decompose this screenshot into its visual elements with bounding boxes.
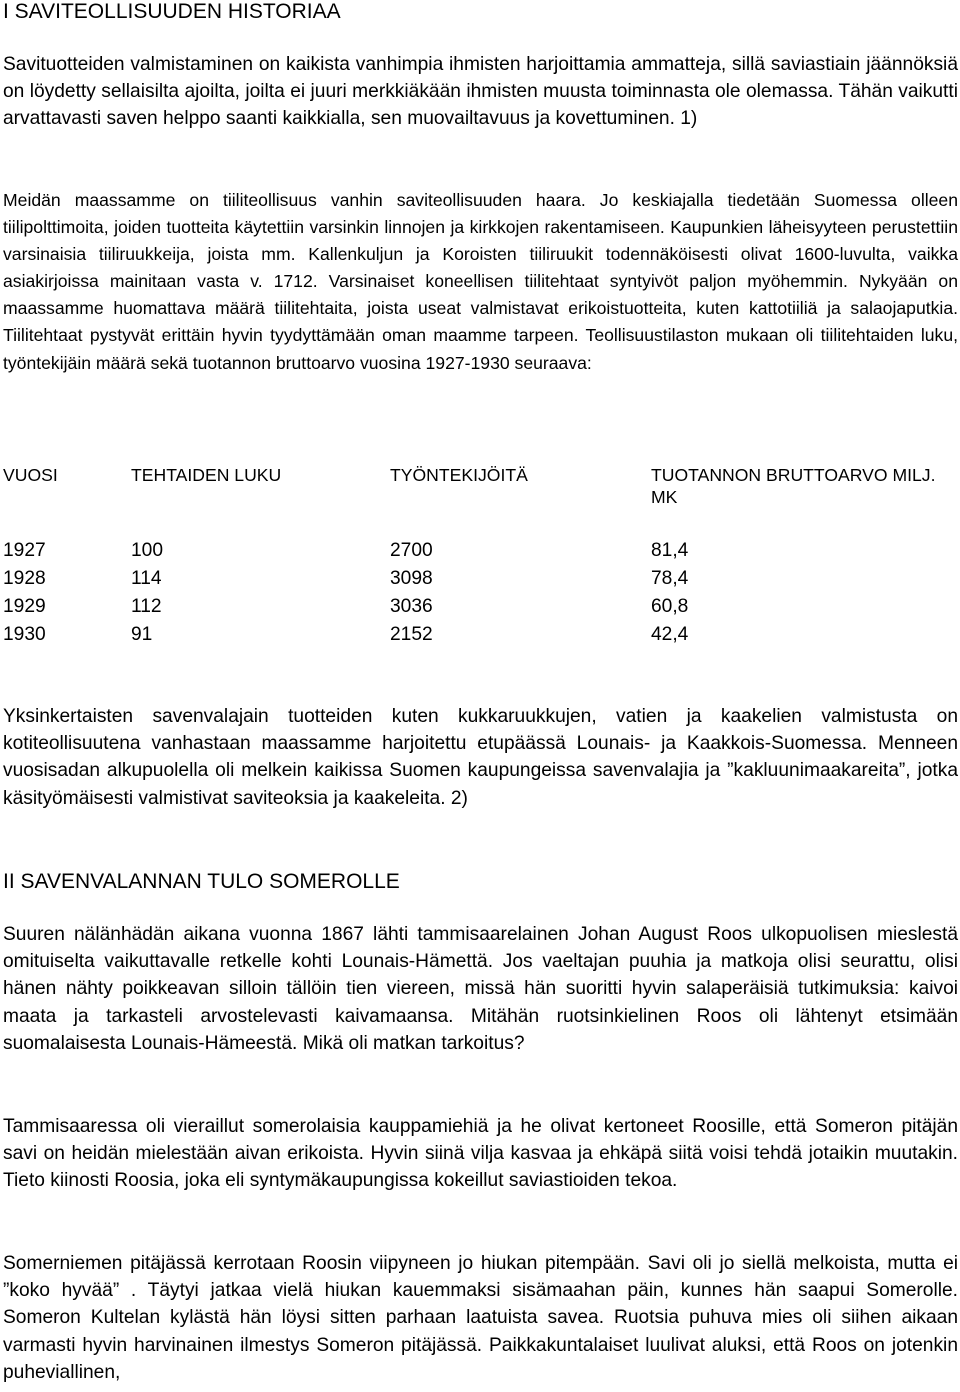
header-factories: TEHTAIDEN LUKU (131, 465, 282, 485)
brick-industry-paragraph: Meidän maassamme on tiiliteollisuus vanhin saviteollisuuden haara. Jo keskiajalla tiedetään Suomessa olleen tiilipolttimoita, joiden tuotteita käytettiin varsinkin linnojen ja kirkkojen rakentamiseen. Kaupunkien läheisyyteen perustettiin varsinaisia tiiliruukkeija, joista mm. Kallenkuljun ja Koroisten tiiliruukit todennäköisesti olivat 1600-luvulta, vaikka asiakirjoissa mainitaan vasta v. 1712. Varsinaiset koneellisen tiilitehtaat syntyivöt paljon myöhemmin. Nykyään on maassamme huomattava määrä tiilitehtaita, joista useat valmistavat erikoistuotteita, kuten kattotiiliä ja salaojaputkia. Tiilitehtaat pystyvät erittäin hyvin tyydyttämään oman maamme tarpeen. Teollisuustilaston mukaan oli tiilitehtaiden luku, työntekijäin määrä sekä tuotannon bruttoarvo vuosina 1927-1930 seuraava: (3, 190, 958, 373)
header-workers: TYÖNTEKIJÖITÄ (390, 465, 528, 485)
header-year: VUOSI (3, 465, 58, 485)
section-heading-1: I SAVITEOLLISUUDEN HISTORIAA (3, 0, 341, 23)
section-heading-2: II SAVENVALANNAN TULO SOMEROLLE (3, 870, 400, 893)
intro-paragraph: Savituotteiden valmistaminen on kaikista vanhimpia ihmisten harjoittamia ammatteja, sillä saviastiain jäännöksiä on löydetty sellaisilta ajoilta, joilta ei juuri merkkiäkään ihmisten muusta toiminnasta ole olemassa. Tähän vaikutti arvattavasti saven helppo saanti kaikkialla, sen muovailtavuus ja kovettuminen. 1) (3, 54, 958, 130)
cell-year: 1928 (3, 568, 46, 589)
cell-factories: 112 (131, 596, 162, 617)
cell-workers: 2152 (390, 624, 433, 645)
cell-year: 1929 (3, 596, 46, 617)
cell-gross-value: 60,8 (651, 596, 689, 617)
cell-workers: 3098 (390, 568, 433, 589)
roos-journey-paragraph: Suuren nälänhädän aikana vuonna 1867 lähti tammisaarelainen Johan August Roos ulkopuolisen mieslestä omituiselta vaikuttavalle retkelle kohti Lounais-Hämettä. Jos vaeltajan puuhia ja matkoja olisi seurattu, olisi hänen nähty poikkeavan silloin tällöin tien viereen, missä hän suoritti hyvin salaperäisiä tutkimuksia: kaivoi maata ja tarkasteli arvostelevasti kaivamaansa. Mitähän ruotsinkielinen Roos oli lähtenyt etsimään suomalaisesta Lounais-Hämeestä. Mikä oli matkan tarkoitus? (3, 924, 958, 1054)
somerniemi-paragraph: Somerniemen pitäjässä kerrotaan Roosin viipyneen jo hiukan pitempään. Savi oli jo siellä melkoista, mutta ei ”koko hyvää” . Täytyi jatkaa vielä hiukan kauemmaksi sisämaahan päin, kunnes hän saapui Somerolle. Someron Kultelan kylästä hän löysi sitten parhaan laatuista savea. Ruotsia puhuva mies oli siihen aikaan varmasti hyvin harvinainen ilmestys Someron pitäjässä. Paikkakuntalaiset luulivat aluksi, että Roos on jotenkin puheviallinen, (3, 1253, 958, 1383)
tammisaari-paragraph: Tammisaaressa oli vieraillut somerolaisia kauppamiehiä ja he olivat kertoneet Roosille, että Someron pitäjän savi on heidän mielestään aivan erikoista. Hyvin siinä vilja kasvaa ja ehkäpä siitä voisi tehdä jotaikin muutakin. Tieto kiinosti Roosia, joka eli syntymäkaupungissa kokeillut saviastioiden tekoa. (3, 1116, 958, 1192)
cell-year: 1927 (3, 540, 46, 561)
cell-year: 1930 (3, 624, 46, 645)
header-gross-value: TUOTANNON BRUTTOARVO MILJ. MK (651, 465, 936, 507)
cell-gross-value: 81,4 (651, 540, 689, 561)
cell-gross-value: 42,4 (651, 624, 689, 645)
cell-gross-value: 78,4 (651, 568, 689, 589)
cell-workers: 2700 (390, 540, 433, 561)
cell-workers: 3036 (390, 596, 433, 617)
cell-factories: 100 (131, 540, 164, 561)
cell-factories: 114 (131, 568, 162, 589)
pottery-paragraph: Yksinkertaisten savenvalajain tuotteiden kuten kukkaruukkujen, vatien ja kaakelien valmistusta on kotiteollisuutena vanhastaan maassamme harjoitettu etupäässä Lounais- ja Kaakkois-Suomessa. Menneen vuosisadan alkupuolella oli melkein kaikissa Suomen kaupungeissa savenvalajia ja ”kakluunimaakareita”, jotka käsityömäisesti valmistivat saviteoksia ja kaakeleita. 2) (3, 706, 958, 809)
cell-factories: 91 (131, 624, 153, 645)
